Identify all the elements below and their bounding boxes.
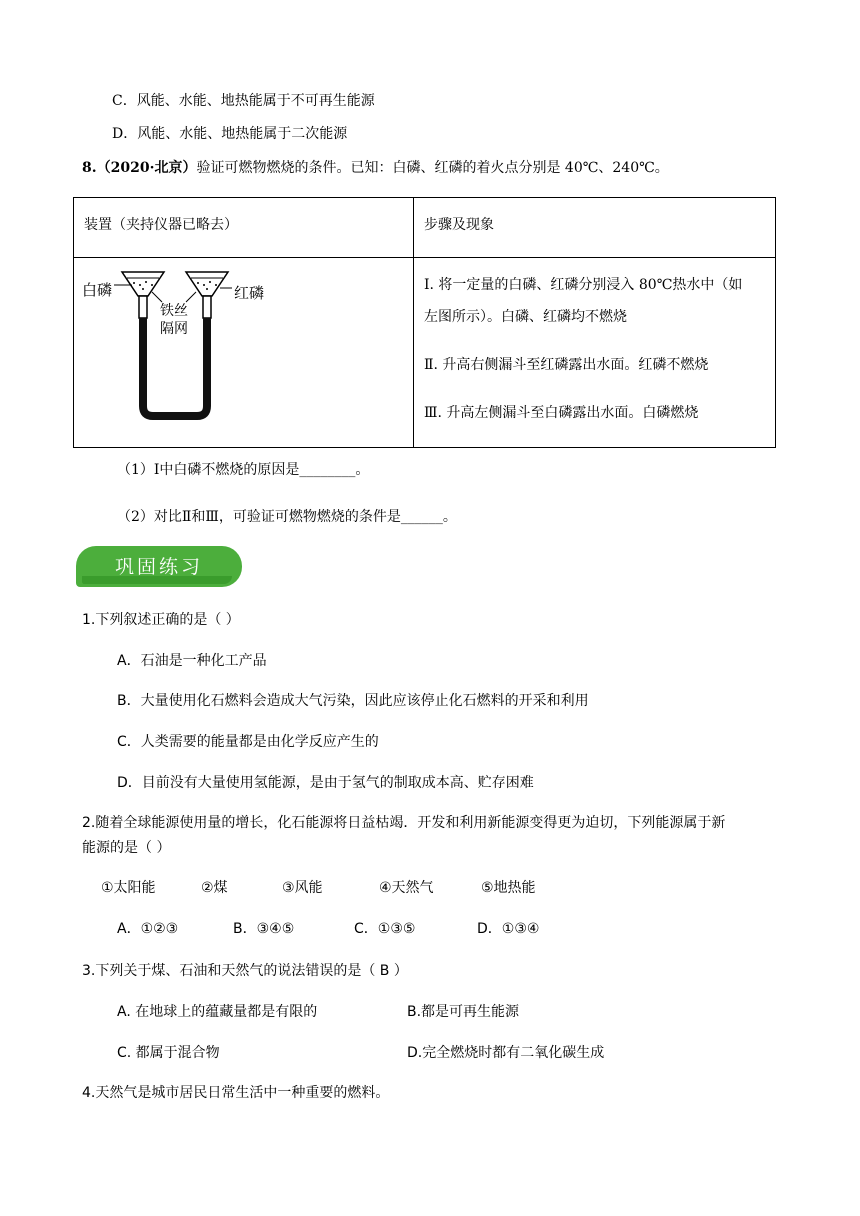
q4-stem: 4.天然气是城市居民日常生活中一种重要的燃料。 <box>82 1085 390 1101</box>
option-d-top: D．风能、水能、地热能属于二次能源 <box>112 126 348 142</box>
q2-option-d: D．①③④ <box>477 921 540 937</box>
q8-sub1: （1）Ⅰ中白磷不燃烧的原因是________。 <box>117 462 370 478</box>
right-funnel <box>186 272 228 296</box>
q2-item-5: ⑤地热能 <box>481 880 536 896</box>
step3: Ⅲ. 升高左侧漏斗至白磷露出水面。白磷燃烧 <box>424 405 699 421</box>
q2-item-1: ①太阳能 <box>101 880 156 896</box>
q1-option-b: B．大量使用化石燃料会造成大气污染，因此应该停止化石燃料的开采和利用 <box>117 693 589 709</box>
left-funnel-stem <box>139 296 147 318</box>
q1-option-d: D．目前没有大量使用氢能源，是由于氢气的制取成本高、贮存困难 <box>117 775 534 791</box>
q3-option-c: C. 都属于混合物 <box>117 1045 220 1061</box>
q3-option-b: B.都是可再生能源 <box>407 1004 520 1020</box>
step1-line2: 左图所示）。白磷、红磷均不燃烧 <box>424 309 627 325</box>
q3-option-a: A. 在地球上的蕴藏量都是有限的 <box>117 1004 318 1020</box>
right-funnel-stem <box>203 296 211 318</box>
left-funnel <box>122 272 164 296</box>
q2-stem-line2: 能源的是（ ） <box>82 840 171 856</box>
table-divider-horizontal <box>74 257 775 258</box>
q8-stem-line <box>82 157 669 177</box>
q8-sub2: （2）对比Ⅱ和Ⅲ，可验证可燃物燃烧的条件是______。 <box>117 509 457 525</box>
option-c-top: C．风能、水能、地热能属于不可再生能源 <box>112 93 375 109</box>
apparatus-diagram <box>82 266 292 426</box>
q2-item-3: ③风能 <box>282 880 323 896</box>
q8-number: 8. <box>82 160 97 176</box>
table-header-left: 装置（夹持仪器已略去） <box>84 217 238 233</box>
q2-option-c: C．①③⑤ <box>354 921 416 937</box>
q1-stem: 1.下列叙述正确的是（ ） <box>82 612 240 628</box>
table-divider-vertical <box>413 198 414 447</box>
label-white-phosphorus: 白磷 <box>82 281 113 299</box>
label-iron-wire: 铁丝 <box>160 303 188 319</box>
q8-table <box>73 197 776 448</box>
label-red-phosphorus: 红磷 <box>234 284 265 302</box>
q1-option-a: A．石油是一种化工产品 <box>117 653 267 669</box>
q3-stem: 3.下列关于煤、石油和天然气的说法错误的是（ B ） <box>82 963 408 979</box>
q2-option-a: A．①②③ <box>117 921 179 937</box>
q2-item-4: ④天然气 <box>379 880 434 896</box>
q8-stem: 验证可燃物燃烧的条件。已知：白磷、红磷的着火点分别是 40℃、240℃。 <box>196 160 669 176</box>
step1-line1: Ⅰ. 将一定量的白磷、红磷分别浸入 80℃热水中（如 <box>424 277 743 293</box>
label-mesh: 隔网 <box>160 321 188 337</box>
q2-option-b: B．③④⑤ <box>233 921 295 937</box>
step2: Ⅱ. 升高右侧漏斗至红磷露出水面。红磷不燃烧 <box>424 357 709 373</box>
q3-option-d: D.完全燃烧时都有二氧化碳生成 <box>407 1045 605 1061</box>
q8-source: （2020·北京） <box>96 160 197 176</box>
q2-item-2: ②煤 <box>201 880 228 896</box>
section-banner <box>76 546 242 587</box>
banner-label: 巩固练习 <box>114 556 203 578</box>
table-header-right: 步骤及现象 <box>424 217 494 233</box>
q2-stem-line1: 2.随着全球能源使用量的增长，化石能源将日益枯竭．开发和利用新能源变得更为迫切，下列能源属于新 <box>82 815 726 831</box>
q1-option-c: C．人类需要的能量都是由化学反应产生的 <box>117 734 379 750</box>
